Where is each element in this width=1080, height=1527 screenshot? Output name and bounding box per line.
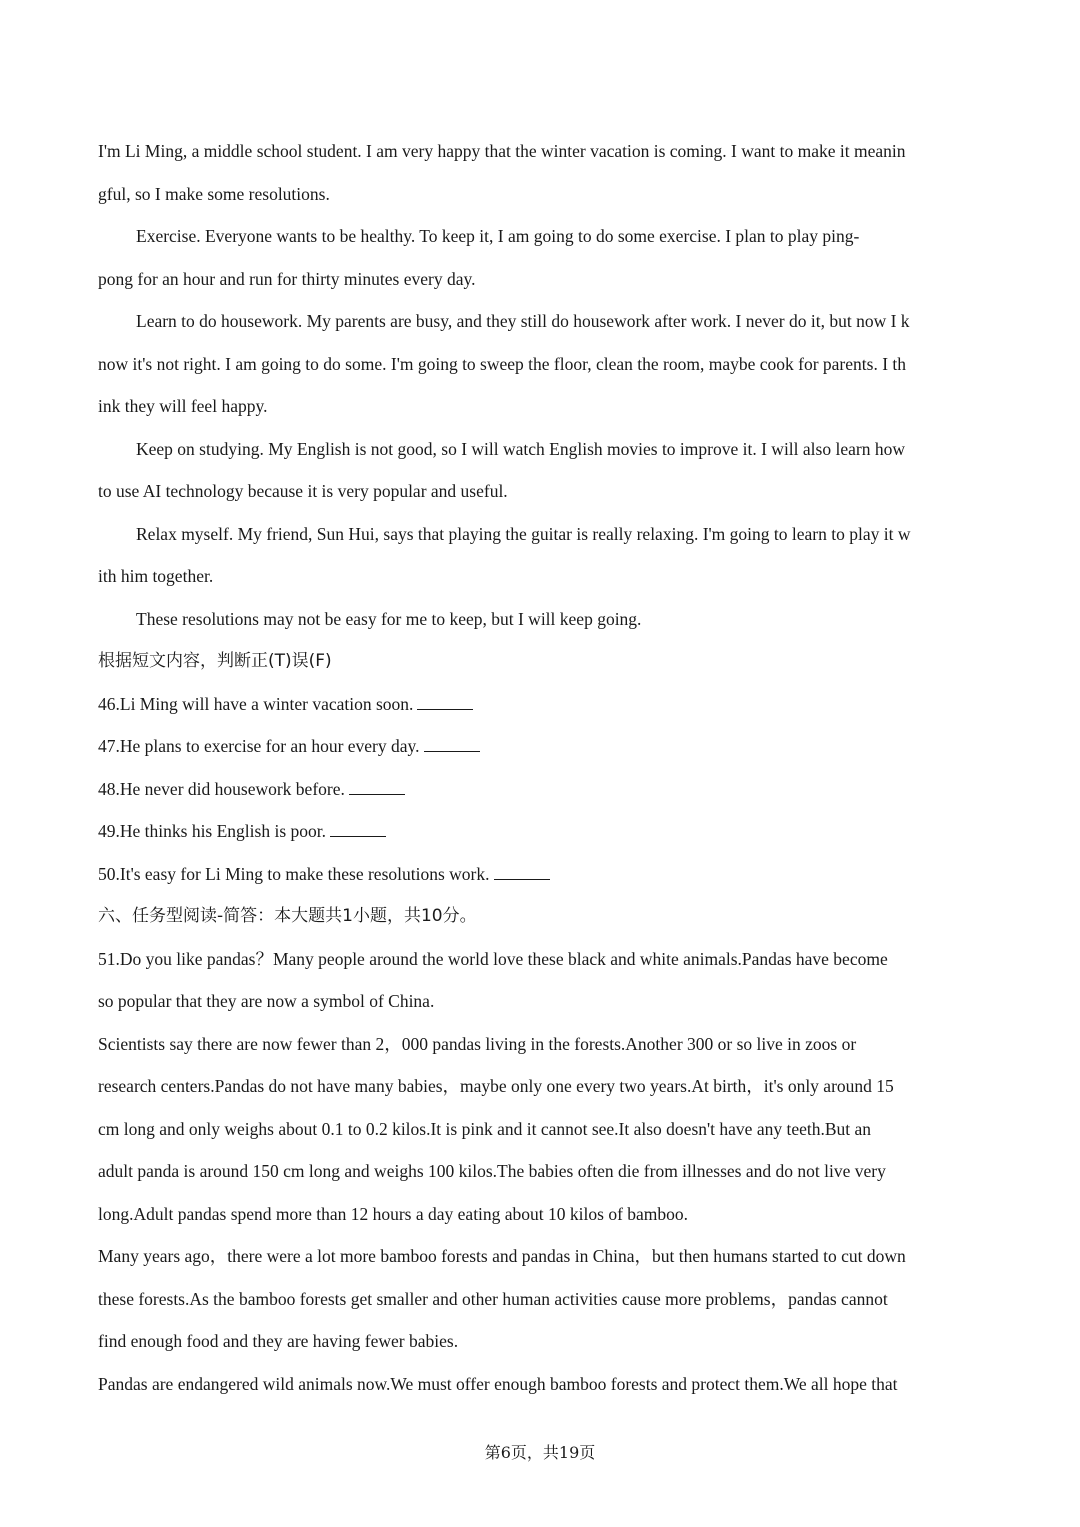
passage-line: These resolutions may not be easy for me to keep, but I will keep going. — [136, 608, 642, 629]
instruction-text: 根据短文内容，判断正(T)误(F) — [98, 651, 332, 671]
panda-passage-line: Scientists say there are now fewer than 2，000 pandas living in the forests.Another 300 or so live in zoos or — [98, 1033, 857, 1054]
panda-passage-line: Many years ago，there were a lot more bamboo forests and pandas in China，but then humans started to cut down — [98, 1246, 906, 1266]
question-item — [98, 725, 983, 768]
panda-passage-line: so popular that they are now a symbol of China. — [98, 991, 435, 1011]
passage-line: to use AI technology because it is very popular and useful. — [98, 481, 508, 501]
section-header: 六、任务型阅读-简答：本大题共1小题，共10分。 — [98, 906, 477, 926]
answer-blank[interactable] — [349, 782, 405, 795]
panda-passage-line: research centers.Pandas do not have many babies，maybe only one every two years.At birth，it's only around 15 — [98, 1076, 894, 1096]
passage-line: Relax myself. My friend, Sun Hui, says that playing the guitar is really relaxing. I'm going to learn to play it w — [136, 523, 911, 544]
passage-line: Exercise. Everyone wants to be healthy. To keep it, I am going to do some exercise. I plan to play ping- — [136, 226, 860, 246]
passage-line: ink they will feel happy. — [98, 396, 268, 416]
passage-line: now it's not right. I am going to do some. I'm going to sweep the floor, clean the room, maybe cook for parents. I th — [98, 353, 907, 374]
panda-passage-line: 51.Do you like pandas？Many people around the world love these black and white animals.Pandas have become — [98, 948, 888, 969]
panda-passage-line: adult panda is around 150 cm long and weighs 100 kilos.The babies often die from illnesses and do not live very — [98, 1161, 886, 1181]
page-footer: 第6页，共19页 — [484, 1443, 596, 1462]
question-item — [98, 768, 983, 811]
passage-line: I'm Li Ming, a middle school student. I am very happy that the winter vacation is coming. I want to make it meanin — [98, 141, 906, 161]
passage-line: gful, so I make some resolutions. — [98, 183, 330, 204]
panda-passage-line: these forests.As the bamboo forests get smaller and other human activities cause more problems，pandas cannot — [98, 1288, 888, 1309]
answer-blank[interactable] — [424, 739, 480, 752]
question-text: 47.He plans to exercise for an hour every day. — [98, 736, 420, 756]
question-text: 49.He thinks his English is poor. — [98, 821, 326, 841]
answer-blank[interactable] — [417, 697, 473, 710]
panda-passage-line: long.Adult pandas spend more than 12 hours a day eating about 10 kilos of bamboo. — [98, 1203, 689, 1224]
passage-line: pong for an hour and run for thirty minutes every day. — [98, 268, 476, 289]
question-text: 50.It's easy for Li Ming to make these resolutions work. — [98, 863, 490, 884]
question-item — [98, 853, 983, 896]
passage-line: Keep on studying. My English is not good, so I will watch English movies to improve it. I will also learn how — [136, 438, 905, 459]
panda-passage-line: find enough food and they are having fewer babies. — [98, 1331, 459, 1351]
question-text: 48.He never did housework before. — [98, 778, 345, 799]
answer-blank[interactable] — [330, 824, 386, 837]
question-item — [98, 810, 983, 853]
passage-line: Learn to do housework. My parents are busy, and they still do housework after work. I never do it, but now I k — [136, 311, 910, 331]
page-content — [98, 130, 983, 1405]
question-item — [98, 683, 983, 726]
panda-passage-line: cm long and only weighs about 0.1 to 0.2 kilos.It is pink and it cannot see.It also doesn't have any teeth.But an — [98, 1118, 872, 1139]
passage-line: ith him together. — [98, 566, 214, 586]
answer-blank[interactable] — [494, 867, 550, 880]
question-text: 46.Li Ming will have a winter vacation soon. — [98, 693, 414, 714]
panda-passage-line: Pandas are endangered wild animals now.We must offer enough bamboo forests and protect them.We all hope that — [98, 1373, 898, 1394]
